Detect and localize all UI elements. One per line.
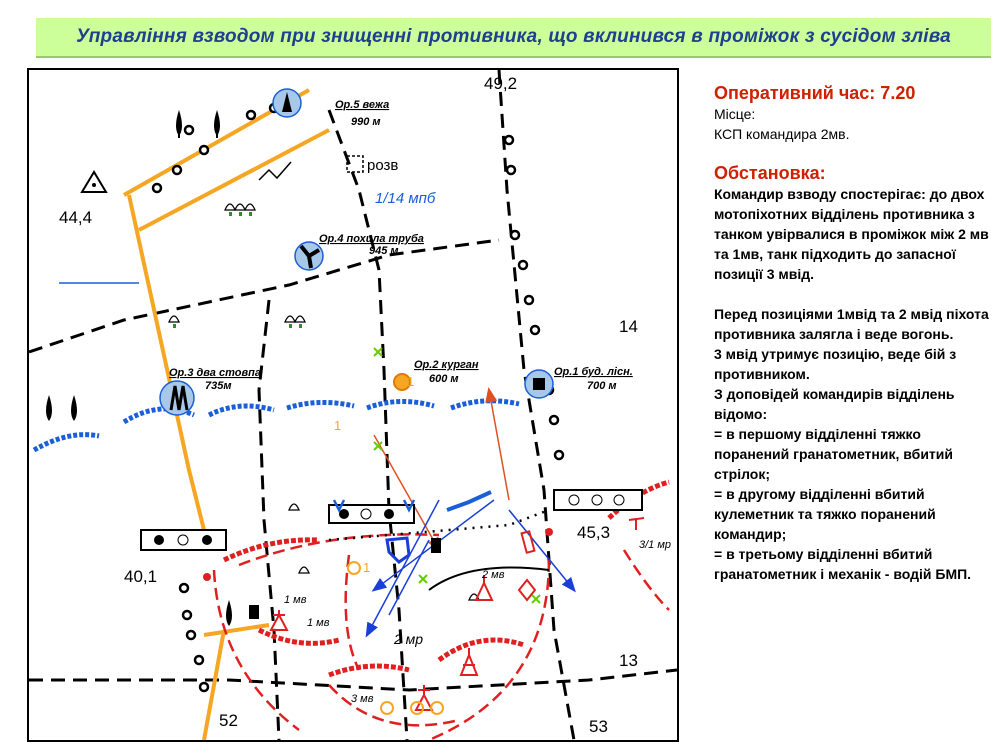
report-item-1: = в першому відділенні тяжко поранений гранатометник, вбитий стрілок; <box>714 426 954 482</box>
svg-text:2 мр: 2 мр <box>394 631 424 647</box>
svg-text:45,3: 45,3 <box>577 523 611 542</box>
point-icon <box>82 172 106 192</box>
svg-text:1 мв: 1 мв <box>284 594 307 606</box>
svg-text:735м: 735м <box>205 380 232 392</box>
situation-para3: 3 мвід утримує позицію, веде бій з противником. <box>714 346 957 382</box>
svg-text:Ор.3 два стовпа: Ор.3 два стовпа <box>169 367 261 379</box>
svg-text:Ор.4 похила труба: Ор.4 похила труба <box>319 233 424 245</box>
svg-text:700 м: 700 м <box>587 380 617 392</box>
svg-text:990 м: 990 м <box>351 116 381 128</box>
svg-text:53: 53 <box>589 717 608 736</box>
svg-text:52: 52 <box>219 711 238 730</box>
place-value: КСП командира 2мв. <box>714 126 850 142</box>
enemy-tank-icon <box>387 538 409 562</box>
bridge-left <box>141 530 226 550</box>
enemy-positions <box>34 401 519 450</box>
bridge-right <box>554 490 642 510</box>
svg-text:40,1: 40,1 <box>124 567 158 586</box>
svg-text:розв: розв <box>367 157 399 174</box>
tower-icon <box>273 89 301 117</box>
svg-text:1: 1 <box>363 560 371 575</box>
svg-text:Ор.2 курган: Ор.2 курган <box>414 359 479 371</box>
landmark-labels <box>169 99 633 392</box>
situation-panel <box>714 82 999 584</box>
report-item-2: = в другому відділенні вбитий кулеметник та тяжко поранений командир; <box>714 486 936 542</box>
situation-para4: З доповідей командирів відділень відомо: <box>714 386 955 422</box>
op-time: Оперативний час: 7.20 <box>714 83 916 103</box>
two-poles-icon <box>160 381 194 415</box>
svg-text:44,4: 44,4 <box>59 208 93 227</box>
situation-para2: Перед позиціями 1мвід та 2 мвід піхота противника залягла і веде вогонь. <box>714 306 989 342</box>
svg-text:Ор.1 буд. лісн.: Ор.1 буд. лісн. <box>554 366 633 378</box>
svg-text:600 м: 600 м <box>429 373 459 385</box>
bridge-center <box>329 500 414 523</box>
svg-text:1: 1 <box>407 374 415 389</box>
svg-text:945 м: 945 м <box>369 245 399 257</box>
situation-heading: Обстановка: <box>714 163 826 183</box>
svg-text:1 мв: 1 мв <box>307 617 330 629</box>
page-title: Управління взводом при знищенні противника, що вклинився в проміжок з сусідом зліва <box>76 26 951 47</box>
svg-text:13: 13 <box>619 651 638 670</box>
svg-text:14: 14 <box>619 317 638 336</box>
map-canvas <box>29 70 677 740</box>
forester-house-icon <box>525 370 553 398</box>
place-label: Місце: <box>714 106 756 122</box>
title-bar <box>36 18 991 58</box>
svg-text:3 мв: 3 мв <box>351 693 374 705</box>
svg-text:2 мв: 2 мв <box>482 569 505 581</box>
svg-text:1: 1 <box>334 418 342 433</box>
svg-text:1/14 мпб: 1/14 мпб <box>375 190 436 207</box>
svg-text:49,2: 49,2 <box>484 74 518 93</box>
chimney-icon <box>295 242 323 270</box>
svg-text:3/1 мр: 3/1 мр <box>639 539 672 551</box>
report-item-3: = в третьому відділенні вбитий гранатометник і механік - водій БМП. <box>714 546 972 582</box>
situation-para1: Командир взводу спостерігає: до двох мотопіхотних відділень противника з танком увірвалися в проміжок між 2 мв та 1мв, танк підходить до запасної позиції 3 мвід. <box>714 186 989 282</box>
tactical-map <box>27 68 679 742</box>
svg-text:Ор.5 вежа: Ор.5 вежа <box>335 99 390 111</box>
